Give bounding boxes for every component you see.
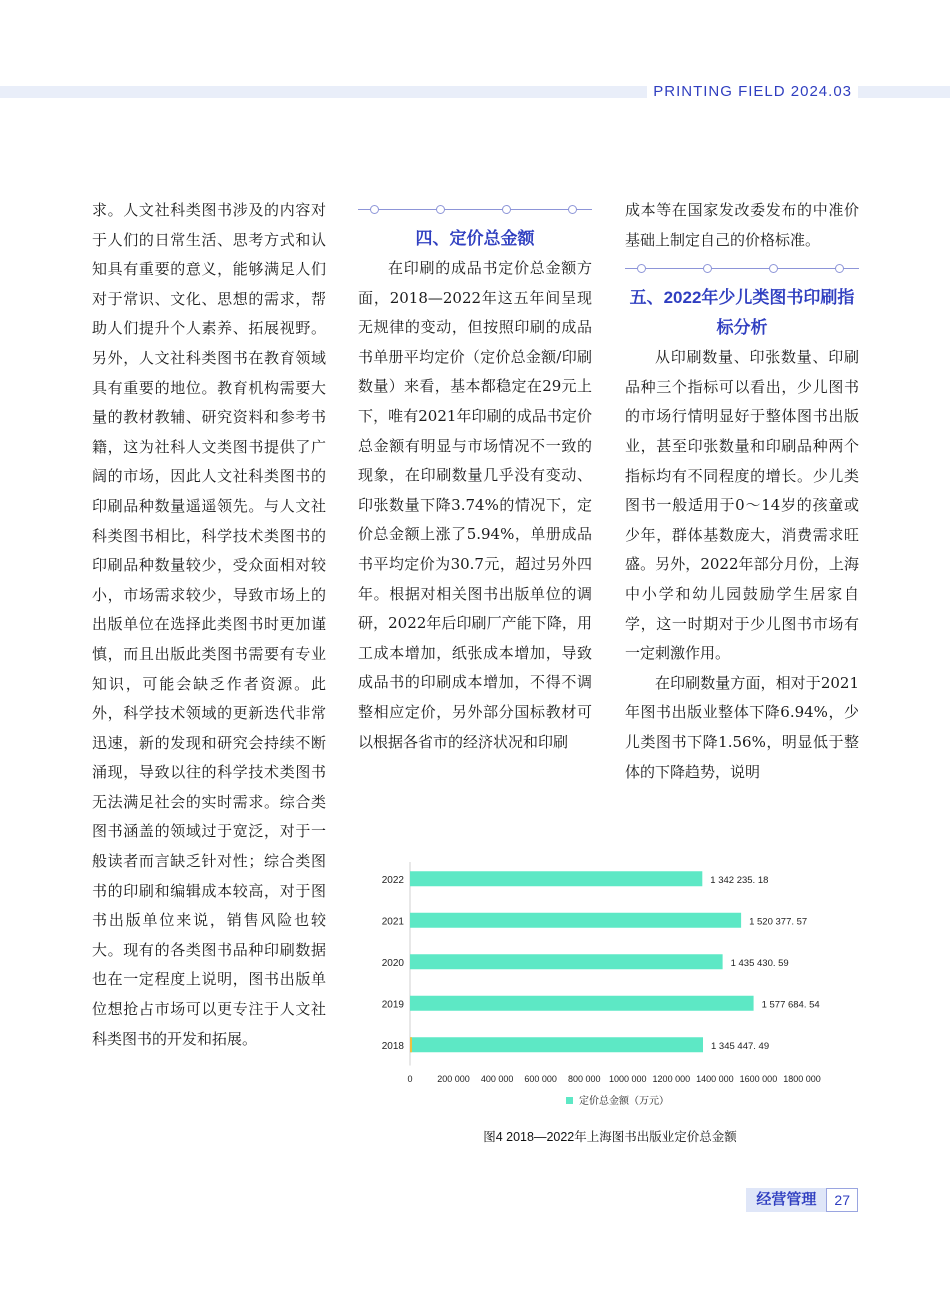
- chart-x-tick-label: 800 000: [567, 1074, 601, 1084]
- journal-header-title: PRINTING FIELD 2024.03: [647, 82, 858, 102]
- chart-data-label: 1 435 430. 59: [730, 957, 789, 969]
- chart-category-label: 2022: [381, 874, 404, 886]
- pricing-bar-chart: [360, 850, 860, 1120]
- chart-x-tick-label: 600 000: [524, 1074, 557, 1084]
- figure-caption: 图4 2018—2022年上海图书出版业定价总金额: [483, 1130, 737, 1144]
- chart-category-label: 2019: [381, 999, 404, 1011]
- chart-legend-label: 定价总金额（万元）: [579, 1096, 669, 1107]
- chart-category-label: 2018: [381, 1040, 404, 1052]
- section-title-pricing: 四、定价总金额: [415, 229, 535, 248]
- section-divider: [358, 196, 592, 224]
- footer-section-name: 经营管理: [746, 1188, 826, 1212]
- body-paragraph: 成本等在国家发改委发布的中准价基础上制定自己的价格标准。: [625, 201, 859, 249]
- column-3: [625, 196, 859, 787]
- chart-bar-accent: [410, 1037, 412, 1052]
- chart-data-label: 1 345 447. 49: [711, 1040, 770, 1052]
- column-1: [92, 196, 326, 1054]
- column-2: [358, 196, 592, 757]
- chart-category-label: 2020: [381, 957, 404, 969]
- chart-x-tick-label: 1800 000: [783, 1074, 821, 1084]
- chart-bar-2021: [410, 913, 741, 928]
- chart-data-label: 1 342 235. 18: [710, 874, 769, 886]
- chart-data-label: 1 520 377. 57: [749, 916, 808, 928]
- section-divider: [625, 255, 859, 283]
- chart-bar-2022: [410, 871, 702, 886]
- chart-x-tick-label: 200 000: [437, 1074, 470, 1084]
- page-footer: [746, 1188, 858, 1212]
- body-paragraph: 在印刷数量方面，相对于2021年图书出版业整体下降6.94%，少儿类图书下降1.56%，明显低于整体的下降趋势，说明: [625, 673, 859, 781]
- chart-bar-2019: [410, 996, 754, 1011]
- chart-x-tick-label: 400 000: [480, 1074, 514, 1084]
- body-paragraph: 在印刷的成品书定价总金额方面，2018—2022年这五年间呈现无规律的变动，但按照印刷的成品书单册平均定价（定价总金额/印刷数量）来看，基本都稳定在29元上下，唯有2021年印刷的成品书定价总金额有明显与市场情况不一致的现象，在印刷数量几乎没有变动、印张数量下降3.74%的情况下，定价总金额上涨了5.94%，单册成品书平均定价为30.7元，超过另外四年。根据对相关图书出版单位的调研，2022年后印刷厂产能下降，用工成本增加，纸张成本增加，导致成品书的印刷成本增加，不得不调整相应定价，另外部分国标教材可以根据各省市的经济状况和印刷: [358, 259, 592, 751]
- section-title-children-books: 五、2022年少儿类图书印刷指标分析: [629, 288, 855, 338]
- body-paragraph: 求。人文社科类图书涉及的内容对于人们的日常生活、思考方式和认知具有重要的意义，能够满足人们对于常识、文化、思想的需求，帮助人们提升个人素养、拓展视野。另外，人文社科类图书在教育领域具有重要的地位。教育机构需要大量的教材教辅、研究资料和参考书籍，这为社科人文类图书提供了广阔的市场，因此人文社科类图书的印刷品种数量遥遥领先。与人文社科类图书相比，科学技术类图书的印刷品种数量较少，受众面相对较小，市场需求较少，导致市场上的出版单位在选择此类图书时更加谨慎，而且出版此类图书需要有专业知识，可能会缺乏作者资源。此外，科学技术领域的更新迭代非常迅速，新的发现和研究会持续不断涌现，导致以往的科学技术类图书无法满足社会的实时需求。综合类图书涵盖的领域过于宽泛，对于一般读者而言缺乏针对性；综合类图书的印刷和编辑成本较高，对于图书出版单位来说，销售风险也较大。现有的各类图书品种印刷数据也在一定程度上说明，图书出版单位想抢占市场可以更专注于人文社科类图书的开发和拓展。: [92, 201, 326, 1048]
- page-number: 27: [826, 1188, 858, 1212]
- chart-category-label: 2021: [381, 916, 404, 928]
- chart-svg: [360, 850, 860, 1120]
- chart-x-tick-label: 1600 000: [739, 1074, 778, 1084]
- chart-x-tick-label: 1000 000: [609, 1074, 647, 1084]
- body-paragraph: 从印刷数量、印张数量、印刷品种三个指标可以看出，少儿图书的市场行情明显好于整体图书出版业，甚至印张数量和印刷品种两个指标均有不同程度的增长。少儿类图书一般适用于0～14岁的孩童或少年，群体基数庞大，消费需求旺盛。另外，2022年部分月份，上海中小学和幼儿园鼓励学生居家自学，这一时期对于少儿图书市场有一定刺激作用。: [625, 348, 859, 663]
- chart-data-label: 1 577 684. 54: [761, 999, 820, 1011]
- chart-legend-swatch: [566, 1097, 573, 1104]
- chart-bar-2018: [410, 1037, 703, 1052]
- chart-x-tick-label: 1200 000: [652, 1074, 691, 1084]
- chart-x-tick-label: 1400 000: [696, 1074, 734, 1084]
- chart-x-tick-label: 0: [407, 1074, 413, 1084]
- chart-bar-2020: [410, 954, 723, 969]
